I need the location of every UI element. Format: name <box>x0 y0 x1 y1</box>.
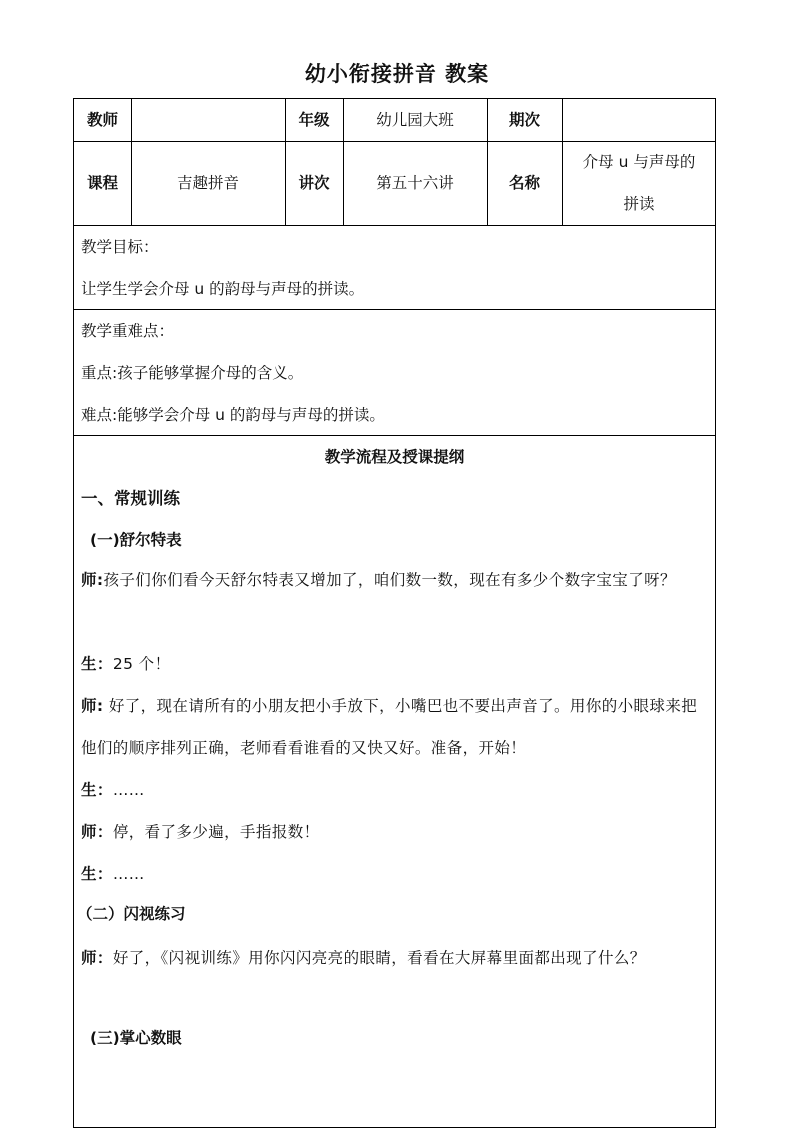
utterance-text: 孩子们你们看今天舒尔特表又增加了，咱们数一数，现在有多少个数字宝宝了呀？ <box>103 571 676 589</box>
process-heading: 教学流程及授课提纲 <box>324 448 465 466</box>
utterance-text: 25 个！ <box>112 655 171 673</box>
difficult-point: 难点:能够学会介母 u 的韵母与声母的拼读。 <box>81 406 385 424</box>
speaker-student: 生： <box>81 781 113 799</box>
teacher-label: 教师 <box>86 110 118 129</box>
utterance-text: …… <box>112 865 145 883</box>
lesson-plan-table <box>73 98 716 1128</box>
objectives-text: 让学生学会介母 u 的韵母与声母的拼读。 <box>81 280 365 298</box>
grade-label: 年级 <box>298 110 330 129</box>
speaker-student: 生： <box>81 865 113 883</box>
topic-name-line2: 拼读 <box>623 195 655 213</box>
topic-name-label: 名称 <box>508 173 540 192</box>
speaker-teacher: 师: <box>81 571 104 589</box>
row-divider <box>74 225 715 226</box>
teacher-utterance <box>81 685 711 769</box>
student-utterance <box>81 643 711 685</box>
grade-value: 幼儿园大班 <box>376 110 454 129</box>
subsection-heading-schulte: (一)舒尔特表 <box>90 531 182 549</box>
utterance-text: 好了，《闪视训练》用你闪闪亮亮的眼睛，看看在大屏幕里面都出现了什么？ <box>112 949 646 967</box>
section-heading-routine: 一、常规训练 <box>81 489 180 508</box>
period-label: 期次 <box>508 110 540 129</box>
topic-name-value <box>562 141 716 225</box>
topic-name-line1: 介母 u 与声母的 <box>582 153 696 171</box>
row-divider <box>74 435 715 436</box>
speaker-teacher: 师: <box>81 697 104 715</box>
document-title: 幼小衔接拼音 教案 <box>304 62 490 86</box>
teacher-utterance <box>81 937 711 979</box>
period-value <box>562 99 716 141</box>
course-value: 吉趣拼音 <box>176 173 239 192</box>
row-divider <box>74 309 715 310</box>
utterance-text: …… <box>112 781 145 799</box>
subsection-heading-palm: (三)掌心数眼 <box>90 1029 182 1047</box>
student-utterance <box>81 769 711 811</box>
student-utterance <box>81 853 711 895</box>
key-point: 重点:孩子能够掌握介母的含义。 <box>81 364 304 382</box>
teacher-utterance <box>81 811 711 853</box>
utterance-text: 停，看了多少遍，手指报数！ <box>112 823 320 841</box>
lecture-label: 讲次 <box>298 173 330 192</box>
utterance-text: 好了，现在请所有的小朋友把小手放下，小嘴巴也不要出声音了。用你的小眼球来把他们的顺序排列正确，老师看看谁看的又快又好。准备，开始！ <box>81 697 698 757</box>
speaker-teacher: 师： <box>81 949 113 967</box>
objectives-heading: 教学目标： <box>81 238 159 256</box>
subsection-heading-flash: （二）闪视练习 <box>77 905 186 923</box>
key-points-heading: 教学重难点： <box>81 322 175 340</box>
speaker-teacher: 师： <box>81 823 113 841</box>
lecture-value: 第五十六讲 <box>376 173 454 192</box>
teacher-value <box>131 99 285 141</box>
speaker-student: 生： <box>81 655 113 673</box>
teacher-utterance <box>81 559 711 601</box>
course-label: 课程 <box>86 173 118 192</box>
